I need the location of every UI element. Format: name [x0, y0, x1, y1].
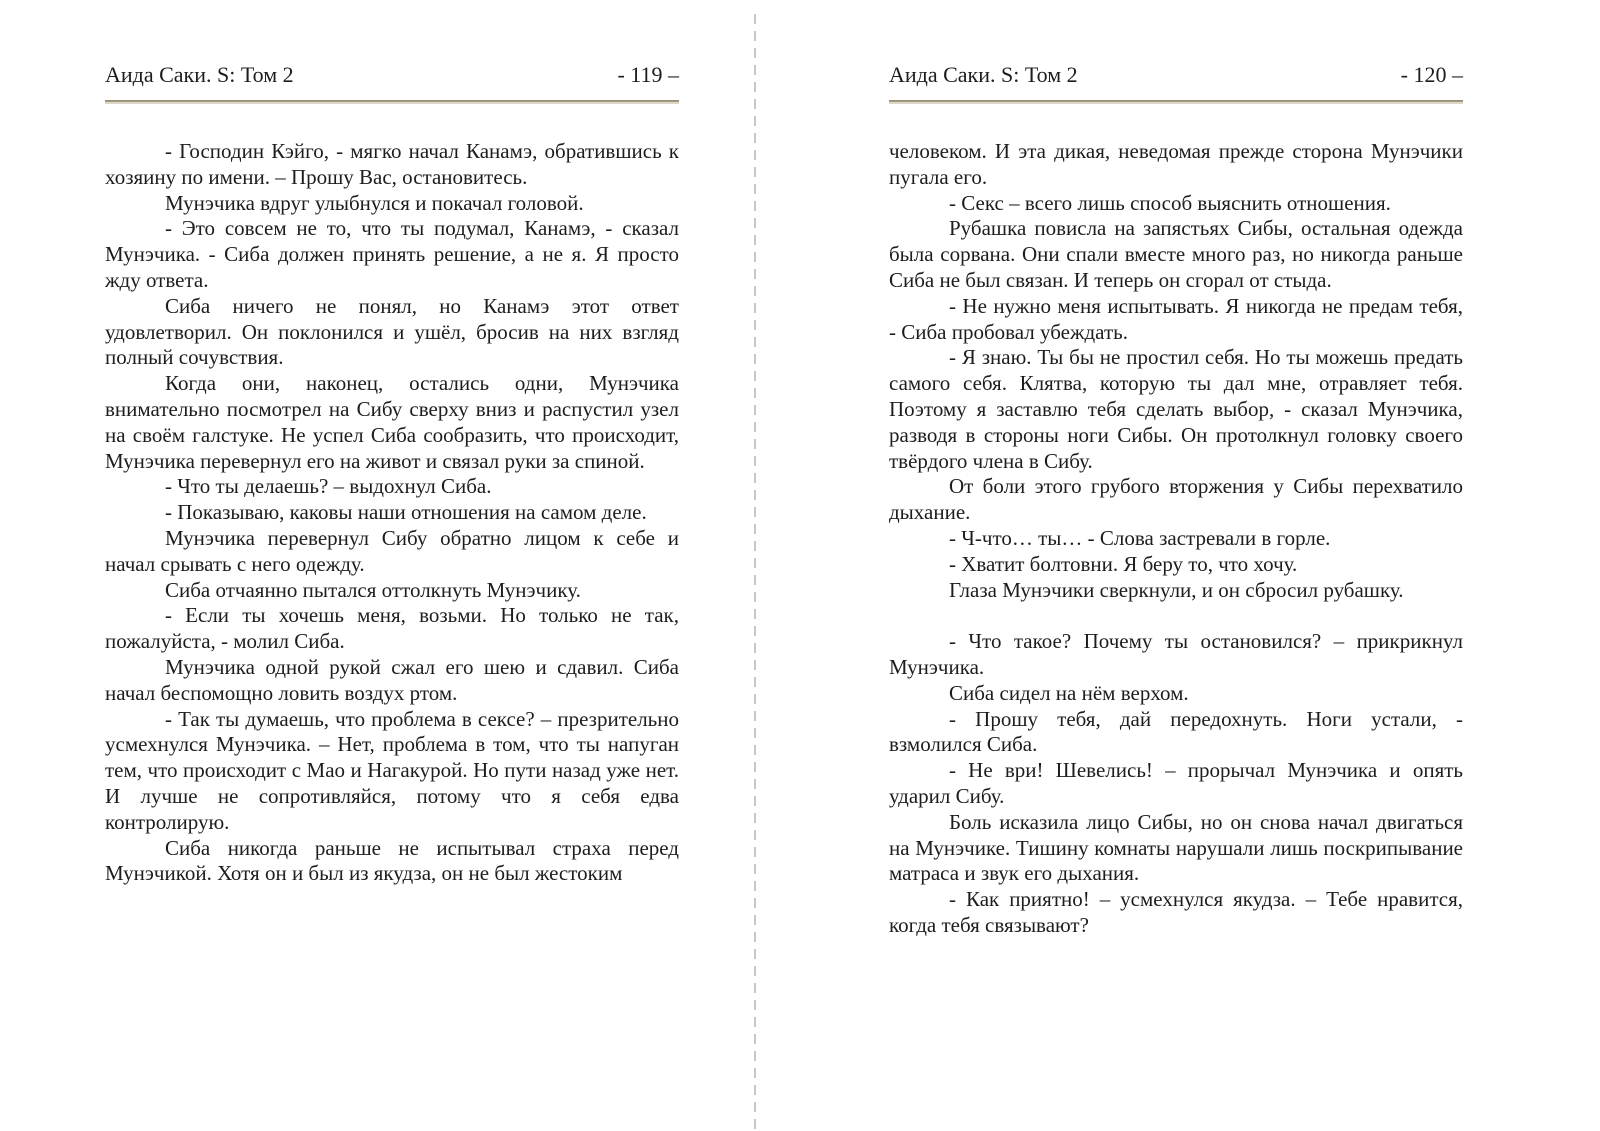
page-number: - 119 – — [617, 62, 679, 87]
paragraph: - Ч-что… ты… - Слова застревали в горле. — [949, 525, 1331, 550]
paragraph: - Секс – всего лишь способ выяснить отношения. — [949, 190, 1391, 215]
paragraph: - Господин Кэйго, - мягко начал Канамэ, обратившись к хозяину по имени. – Прошу Вас, остановитесь. — [105, 139, 679, 189]
paragraph: Сиба ничего не понял, но Канамэ этот ответ удовлетворил. Он поклонился и ушёл, бросив на них взгляд полный сочувствия. — [105, 293, 679, 370]
paragraph: Мунэчика перевернул Сибу обратно лицом к себе и начал срывать с него одежду. — [105, 525, 679, 576]
paragraph: - Если ты хочешь меня, возьми. Но только не так, пожалуйста, - молил Сиба. — [105, 603, 679, 654]
paragraph: Глаза Мунэчики сверкнули, и он сбросил рубашку. — [949, 577, 1404, 602]
paragraph: Когда они, наконец, остались одни, Мунэчика внимательно посмотрел на Сибу сверху вниз и распустил узел на своём галстуке. Не успел Сиба сообразить, что происходит, Мунэчика перевернул его на живот и связал руки за спиной. — [105, 371, 679, 473]
paragraph: Мунэчика вдруг улыбнулся и покачал головой. — [165, 190, 584, 215]
page-body-left — [105, 139, 679, 887]
paragraph: - Я знаю. Ты бы не простил себя. Но ты можешь предать самого себя. Клятва, которую ты дал мне, отравляет тебя. Поэтому я заставлю тебя сделать выбор, - сказал Мунэчика, разводя в стороны ноги Сибы. Он протолкнул головку своего твёрдого члена в Сибу. — [889, 345, 1463, 473]
paragraph: Сиба сидел на нём верхом. — [949, 680, 1189, 705]
paragraph: Сиба отчаянно пытался оттолкнуть Мунэчику. — [165, 577, 581, 602]
page-number: - 120 – — [1400, 62, 1463, 87]
paragraph: - Что такое? Почему ты остановился? – прикрикнул Мунэчика. — [889, 629, 1463, 679]
paragraph: Боль исказила лицо Сибы, но он снова начал двигаться на Мунэчике. Тишину комнаты нарушали лишь поскрипывание матраса и звук его дыхания. — [889, 809, 1463, 886]
header-rule — [889, 100, 1463, 104]
page-left — [105, 0, 679, 1131]
paragraph: - Так ты думаешь, что проблема в сексе? – презрительно усмехнулся Мунэчика. – Нет, проблема в том, что ты напуган тем, что происходит с Мао и Нагакурой. Но пути назад уже нет. И лучше не сопротивляйся, потому что я себя едва контролирую. — [105, 706, 679, 834]
paragraph: - Что ты делаешь? – выдохнул Сиба. — [165, 474, 492, 499]
running-title: Аида Саки. S: Том 2 — [889, 62, 1078, 87]
paragraph: Сиба никогда раньше не испытывал страха перед Мунэчикой. Хотя он и был из якудза, он не был жестоким — [105, 835, 679, 886]
paragraph: - Показываю, каковы наши отношения на самом деле. — [165, 500, 647, 525]
paragraph: - Хватит болтовни. Я беру то, что хочу. — [949, 551, 1298, 576]
page-header-left — [105, 62, 679, 88]
header-rule — [105, 100, 679, 104]
paragraph: человеком. И эта дикая, неведомая прежде сторона Мунэчики пугала его. — [889, 139, 1463, 189]
paragraph: - Как приятно! – усмехнулся якудза. – Тебе нравится, когда тебя связывают? — [889, 887, 1463, 937]
paragraph: - Это совсем не то, что ты подумал, Канамэ, - сказал Мунэчика. - Сиба должен принять решение, а не я. Я просто жду ответа. — [105, 216, 679, 292]
paragraph: - Не нужно меня испытывать. Я никогда не предам тебя, - Сиба пробовал убеждать. — [889, 293, 1463, 344]
page-header-right — [889, 62, 1463, 88]
page-body-right — [889, 139, 1463, 939]
paragraph: От боли этого грубого вторжения у Сибы перехватило дыхание. — [889, 474, 1463, 525]
running-title: Аида Саки. S: Том 2 — [105, 62, 294, 87]
paragraph: Рубашка повисла на запястьях Сибы, остальная одежда была сорвана. Они спали вместе много раз, но никогда раньше Сиба не был связан. И теперь он сгорал от стыда. — [889, 216, 1463, 292]
paragraph: - Не ври! Шевелись! – прорычал Мунэчика и опять ударил Сибу. — [889, 758, 1463, 808]
page-divider — [754, 14, 756, 1131]
paragraph: - Прошу тебя, дай передохнуть. Ноги устали, - взмолился Сиба. — [889, 706, 1463, 757]
page-right — [889, 0, 1463, 1131]
paragraph: Мунэчика одной рукой сжал его шею и сдавил. Сиба начал беспомощно ловить воздух ртом. — [105, 654, 679, 705]
